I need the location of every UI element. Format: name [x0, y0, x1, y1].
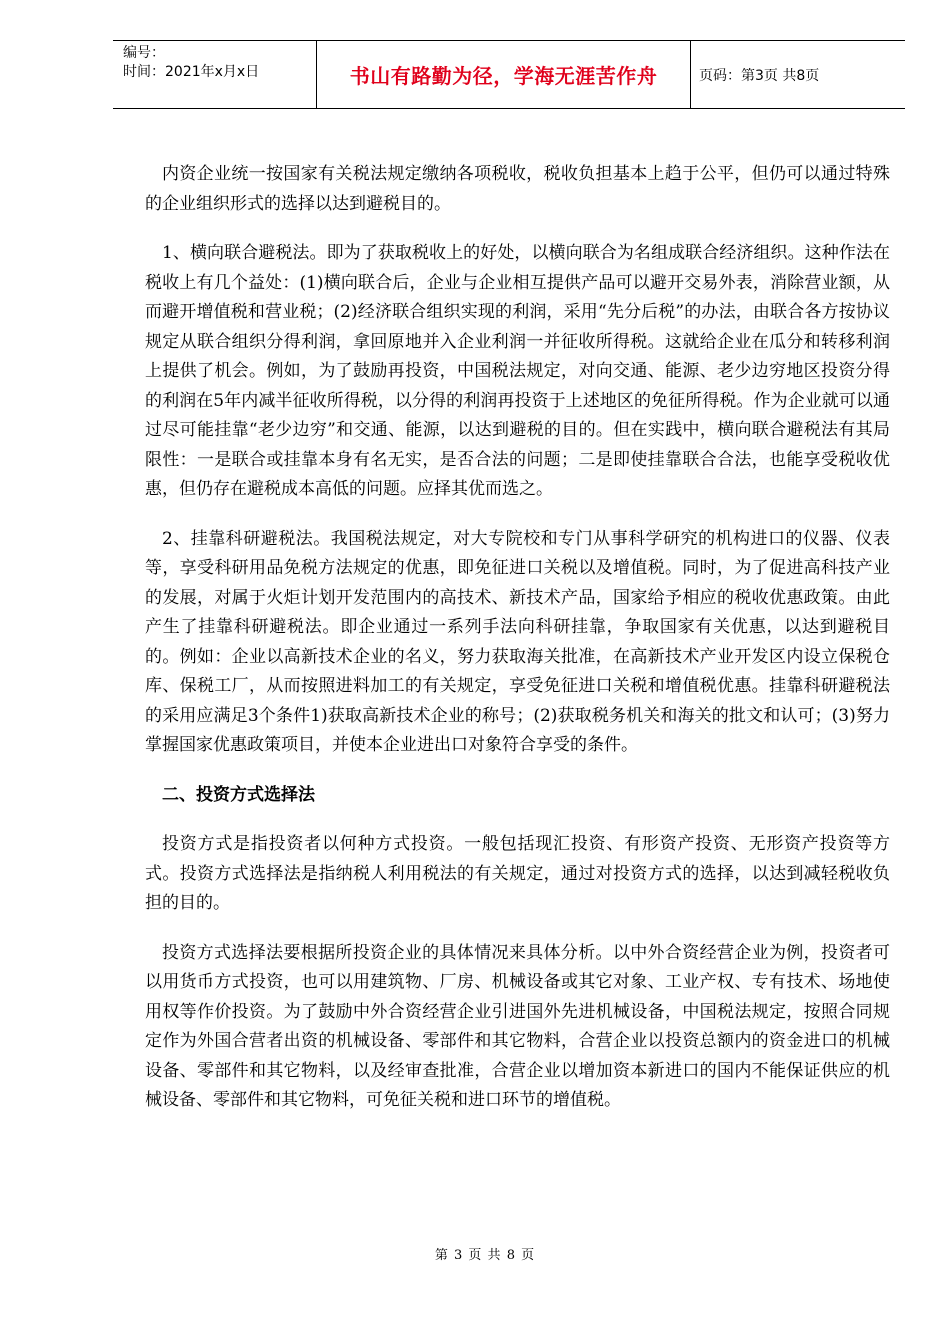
header-meta: [113, 41, 316, 108]
header-motto: 书山有路勤为径，学海无涯苦作舟: [316, 41, 691, 108]
paragraph-horizontal-alliance: 1、横向联合避税法。即为了获取税收上的好处，以横向联合为名组成联合经济组织。这种作法在税收上有几个益处：(1)横向联合后，企业与企业相互提供产品可以避开交易外表，消除营业额，从而避开增值税和营业税；(2)经济联合组织实现的利润，采用“先分后税”的办法，由联合各方按协议规定从联合组织分得利润，拿回原地并入企业利润一并征收所得税。这就给企业在瓜分和转移利润上提供了机会。例如，为了鼓励再投资，中国税法规定，对向交通、能源、老少边穷地区投资分得的利润在5年内减半征收所得税，以分得的利润再投资于上述地区的免征所得税。作为企业就可以通过尽可能挂靠“老少边穷”和交通、能源，以达到避税的目的。但在实践中，横向联合避税法有其局限性：一是联合或挂靠本身有名无实，是否合法的问题；二是即使挂靠联合合法，也能享受税收优惠，但仍存在避税成本高低的问题。应择其优而选之。: [145, 243, 890, 499]
paragraph-investment-definition: 投资方式是指投资者以何种方式投资。一般包括现汇投资、有形资产投资、无形资产投资等方式。投资方式选择法是指纳税人利用税法的有关规定，通过对投资方式的选择，以达到减轻税收负担的目的。: [145, 834, 890, 913]
page-header: [113, 40, 905, 109]
section-heading-investment-method: 二、投资方式选择法: [162, 784, 315, 805]
document-time-label: 时间：2021年x月x日: [123, 64, 260, 80]
paragraph-research-affiliation: 2、挂靠科研避税法。我国税法规定，对大专院校和专门从事科学研究的机构进口的仪器、仪表等，享受科研用品免税方法规定的优惠，即免征进口关税以及增值税。同时，为了促进高科技产业的发展，对属于火炬计划开发范围内的高技术、新技术产品，国家给予相应的税收优惠政策。由此产生了挂靠科研避税法。即企业通过一系列手法向科研挂靠，争取国家有关优惠，以达到避税目的。例如：企业以高新技术企业的名义，努力获取海关批准，在高新技术产业开发区内设立保税仓库、保税工厂，从而按照进料加工的有关规定，享受免征进口关税和增值税优惠。挂靠科研避税法的采用应满足3个条件1)获取高新技术企业的称号；(2)获取税务机关和海关的批文和认可；(3)努力掌握国家优惠政策项目，并使本企业进出口对象符合享受的条件。: [145, 528, 890, 755]
page-footer: 第 3 页 共 8 页: [434, 1248, 536, 1263]
paragraph-intro: 内资企业统一按国家有关税法规定缴纳各项税收，税收负担基本上趋于公平，但仍可以通过特殊的企业组织形式的选择以达到避税目的。: [145, 164, 890, 214]
header-page-info: 页码：第3页 共8页: [699, 67, 820, 84]
paragraph-investment-analysis: 投资方式选择法要根据所投资企业的具体情况来具体分析。以中外合资经营企业为例，投资者可以用货币方式投资，也可以用建筑物、厂房、机械设备或其它对象、工业产权、专有技术、场地使用权等作价投资。为了鼓励中外合资经营企业引进国外先进机械设备，中国税法规定，按照合同规定作为外国合营者出资的机械设备、零部件和其它物料，合营企业以投资总额内的资金进口的机械设备、零部件和其它物料，以及经审查批准，合营企业以增加资本新进口的国内不能保证供应的机械设备、零部件和其它物料，可免征关税和进口环节的增值税。: [145, 942, 890, 1110]
document-number-label: 编号：: [123, 45, 165, 61]
document-body: [145, 160, 890, 1116]
